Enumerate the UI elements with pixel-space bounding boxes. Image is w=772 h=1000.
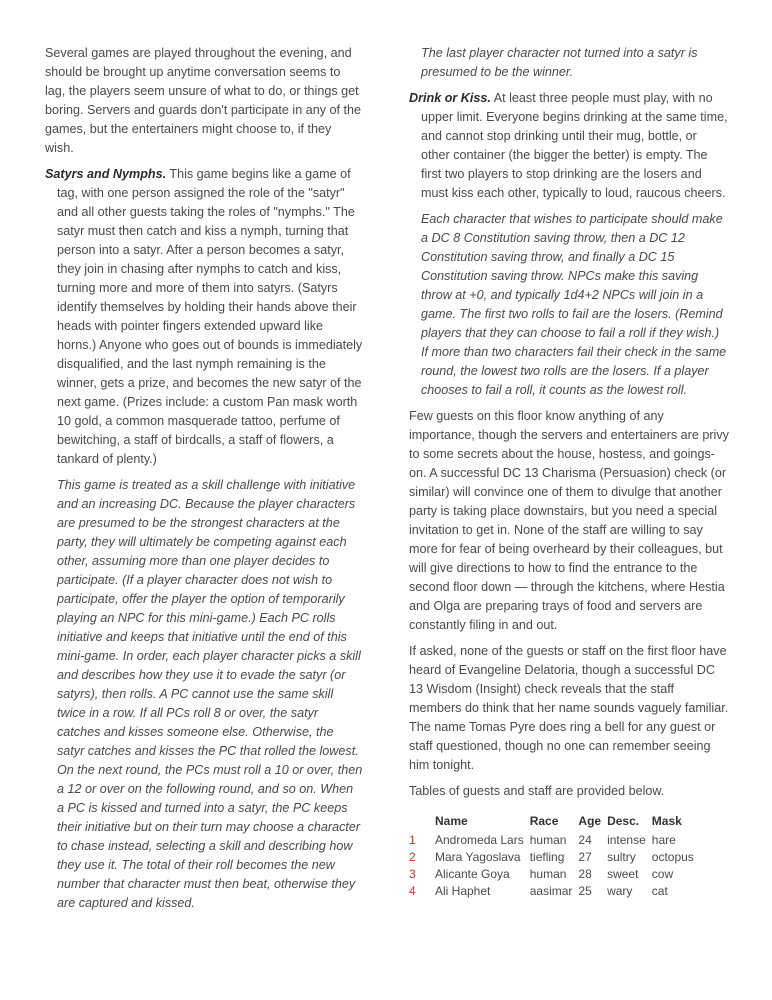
guests-paragraph: Few guests on this floor know anything of any importance, though the servers and entertainers are privy to some secrets about the house, hostess, and goings-on. A successful DC 13 Charisma (Persuasion) check (or similar) will convince one of them to divulge that another party is taking place downstairs, but you need a special invitation to get in. None of the staff are willing to say more for fear of being overheard by their colleagues, but will give directions to how to find the entrance to the second floor down — through the kitchens, where Hestia and Olga are preparing trays of food and servers are constantly filing in and out. xyxy=(409,409,729,632)
right-column xyxy=(409,44,729,900)
guest-desc: intense xyxy=(607,833,646,847)
guest-desc: sultry xyxy=(607,850,636,864)
drink-or-kiss-paragraph xyxy=(409,89,729,203)
satyrs-and-nymphs-paragraph xyxy=(45,165,363,469)
guest-age: 28 xyxy=(578,867,592,881)
tables-intro: Tables of guests and staff are provided below. xyxy=(409,784,665,798)
table-header-row xyxy=(409,813,700,832)
drink-heading: Drink or Kiss. xyxy=(409,91,491,105)
guest-mask: octopus xyxy=(651,850,694,864)
guest-age: 27 xyxy=(578,850,592,864)
guest-age: 24 xyxy=(578,833,592,847)
guest-age: 25 xyxy=(578,884,592,898)
table-header: Name xyxy=(435,814,468,828)
guest-table xyxy=(409,813,700,900)
intro-paragraph: Several games are played throughout the evening, and should be brought up anytime conversation seems to lag, the players seem unsure of what to do, or things get boring. Servers and guards don't participate in any of the games, but the entertainers might choose to, if they wish. xyxy=(45,46,362,155)
table-row xyxy=(409,849,700,866)
guest-mask: cat xyxy=(651,884,668,898)
table-header: Desc. xyxy=(607,814,640,828)
table-row xyxy=(409,883,700,900)
satyrs-body: This game begins like a game of tag, with one person assigned the role of the "satyr" and all other guests taking the roles of "nymphs." The satyr must then catch and kiss a nymph, turning that person into a satyr. After a person becomes a satyr, they join in chasing after nymphs to catch and kiss, turning more and more of them into satyrs. (Satyrs identify themselves by holding their hands above their heads with pointer fingers extended upward like horns.) Anyone who goes out of bounds is immediately disqualified, and the last nymph remaining is the winner, gets a prize, and becomes the new satyr of the next game. (Prizes include: a custom Pan mask worth 10 gold, a common masquerade tattoo, perfume of bewitching, a staff of birdcalls, a staff of flowers, a tankard of plenty.) xyxy=(57,167,363,466)
drink-gm-note: Each character that wishes to participate should make a DC 8 Constitution saving throw, then a DC 12 Constitution saving throw, and finally a DC 15 Constitution saving throw. NPCs make this saving throw at +0, and typically 1d4+2 NPCs will join in a game. The first two rolls to fail are the losers. (Remind players that they can choose to fail a roll if they wish.) If more than two characters fail their check in the same round, the lowest two rolls are the losers. If a player chooses to fail a roll, it counts as the lowest roll. xyxy=(421,212,727,397)
guest-race: aasimar xyxy=(529,884,573,898)
table-header: Age xyxy=(578,814,602,828)
evangeline-paragraph: If asked, none of the guests or staff on the first floor have heard of Evangeline Delatoria, though a successful DC 13 Wisdom (Insight) check reveals that the staff members do think that her name sounds vaguely familiar. The name Tomas Pyre does ring a bell for any guest or staff questioned, though no one can remember seeing him tonight. xyxy=(409,644,729,772)
row-number: 1 xyxy=(409,833,416,847)
drink-body: At least three people must play, with no upper limit. Everyone begins drinking at the same time, and cannot stop drinking until their mug, bottle, or other container (the bigger the better) is empty. The first two players to stop drinking are the losers and must kiss each other, typically to loud, raucous cheers. xyxy=(421,91,728,200)
row-number: 2 xyxy=(409,850,416,864)
guest-race: tiefling xyxy=(529,850,565,864)
guest-name: Mara Yagoslava xyxy=(435,850,521,864)
left-column xyxy=(45,44,363,920)
table-header xyxy=(409,813,435,832)
guest-mask: hare xyxy=(651,833,676,847)
guest-race: human xyxy=(529,867,567,881)
satyrs-heading: Satyrs and Nymphs. xyxy=(45,167,167,181)
satyrs-winner-note: The last player character not turned into a satyr is presumed to be the winner. xyxy=(421,46,698,79)
guest-desc: wary xyxy=(607,884,633,898)
table-row xyxy=(409,832,700,849)
guest-mask: cow xyxy=(651,867,674,881)
guest-name: Alicante Goya xyxy=(435,867,510,881)
guest-desc: sweet xyxy=(607,867,639,881)
row-number: 4 xyxy=(409,884,416,898)
row-number: 3 xyxy=(409,867,416,881)
table-header: Mask xyxy=(651,814,682,828)
table-header: Race xyxy=(529,814,559,828)
guest-race: human xyxy=(529,833,567,847)
satyrs-gm-note: This game is treated as a skill challenge with initiative and an increasing DC. Because the player characters are presumed to be the strongest characters at the party, they will ultimately be competing against each other, assuming more than one player decides to participate. (If a player character does not wish to participate, offer the player the option of temporarily playing an NPC for this mini-game.) Each PC rolls initiative and keeps that initiative until the end of this mini-game. In order, each player character picks a skill and describes how they use it to evade the satyr (or satyrs), then rolls. A PC cannot use the same skill twice in a row. If all PCs roll 8 or over, the satyr catches and kisses someone else. Otherwise, the satyr catches and kisses the PC that rolled the lowest. On the next round, the PCs must roll a 10 or over, then a 12 or over on the following round, and so on. When a PC is kissed and turned into a satyr, the PC keeps their initiative but on their turn may choose a character to chase instead, selecting a skill and describing how they use it. The total of their roll becomes the new number that character must then beat, otherwise they are captured and kissed. xyxy=(57,478,363,910)
guest-name: Andromeda Lars xyxy=(435,833,524,847)
guest-name: Ali Haphet xyxy=(435,884,491,898)
table-row xyxy=(409,866,700,883)
